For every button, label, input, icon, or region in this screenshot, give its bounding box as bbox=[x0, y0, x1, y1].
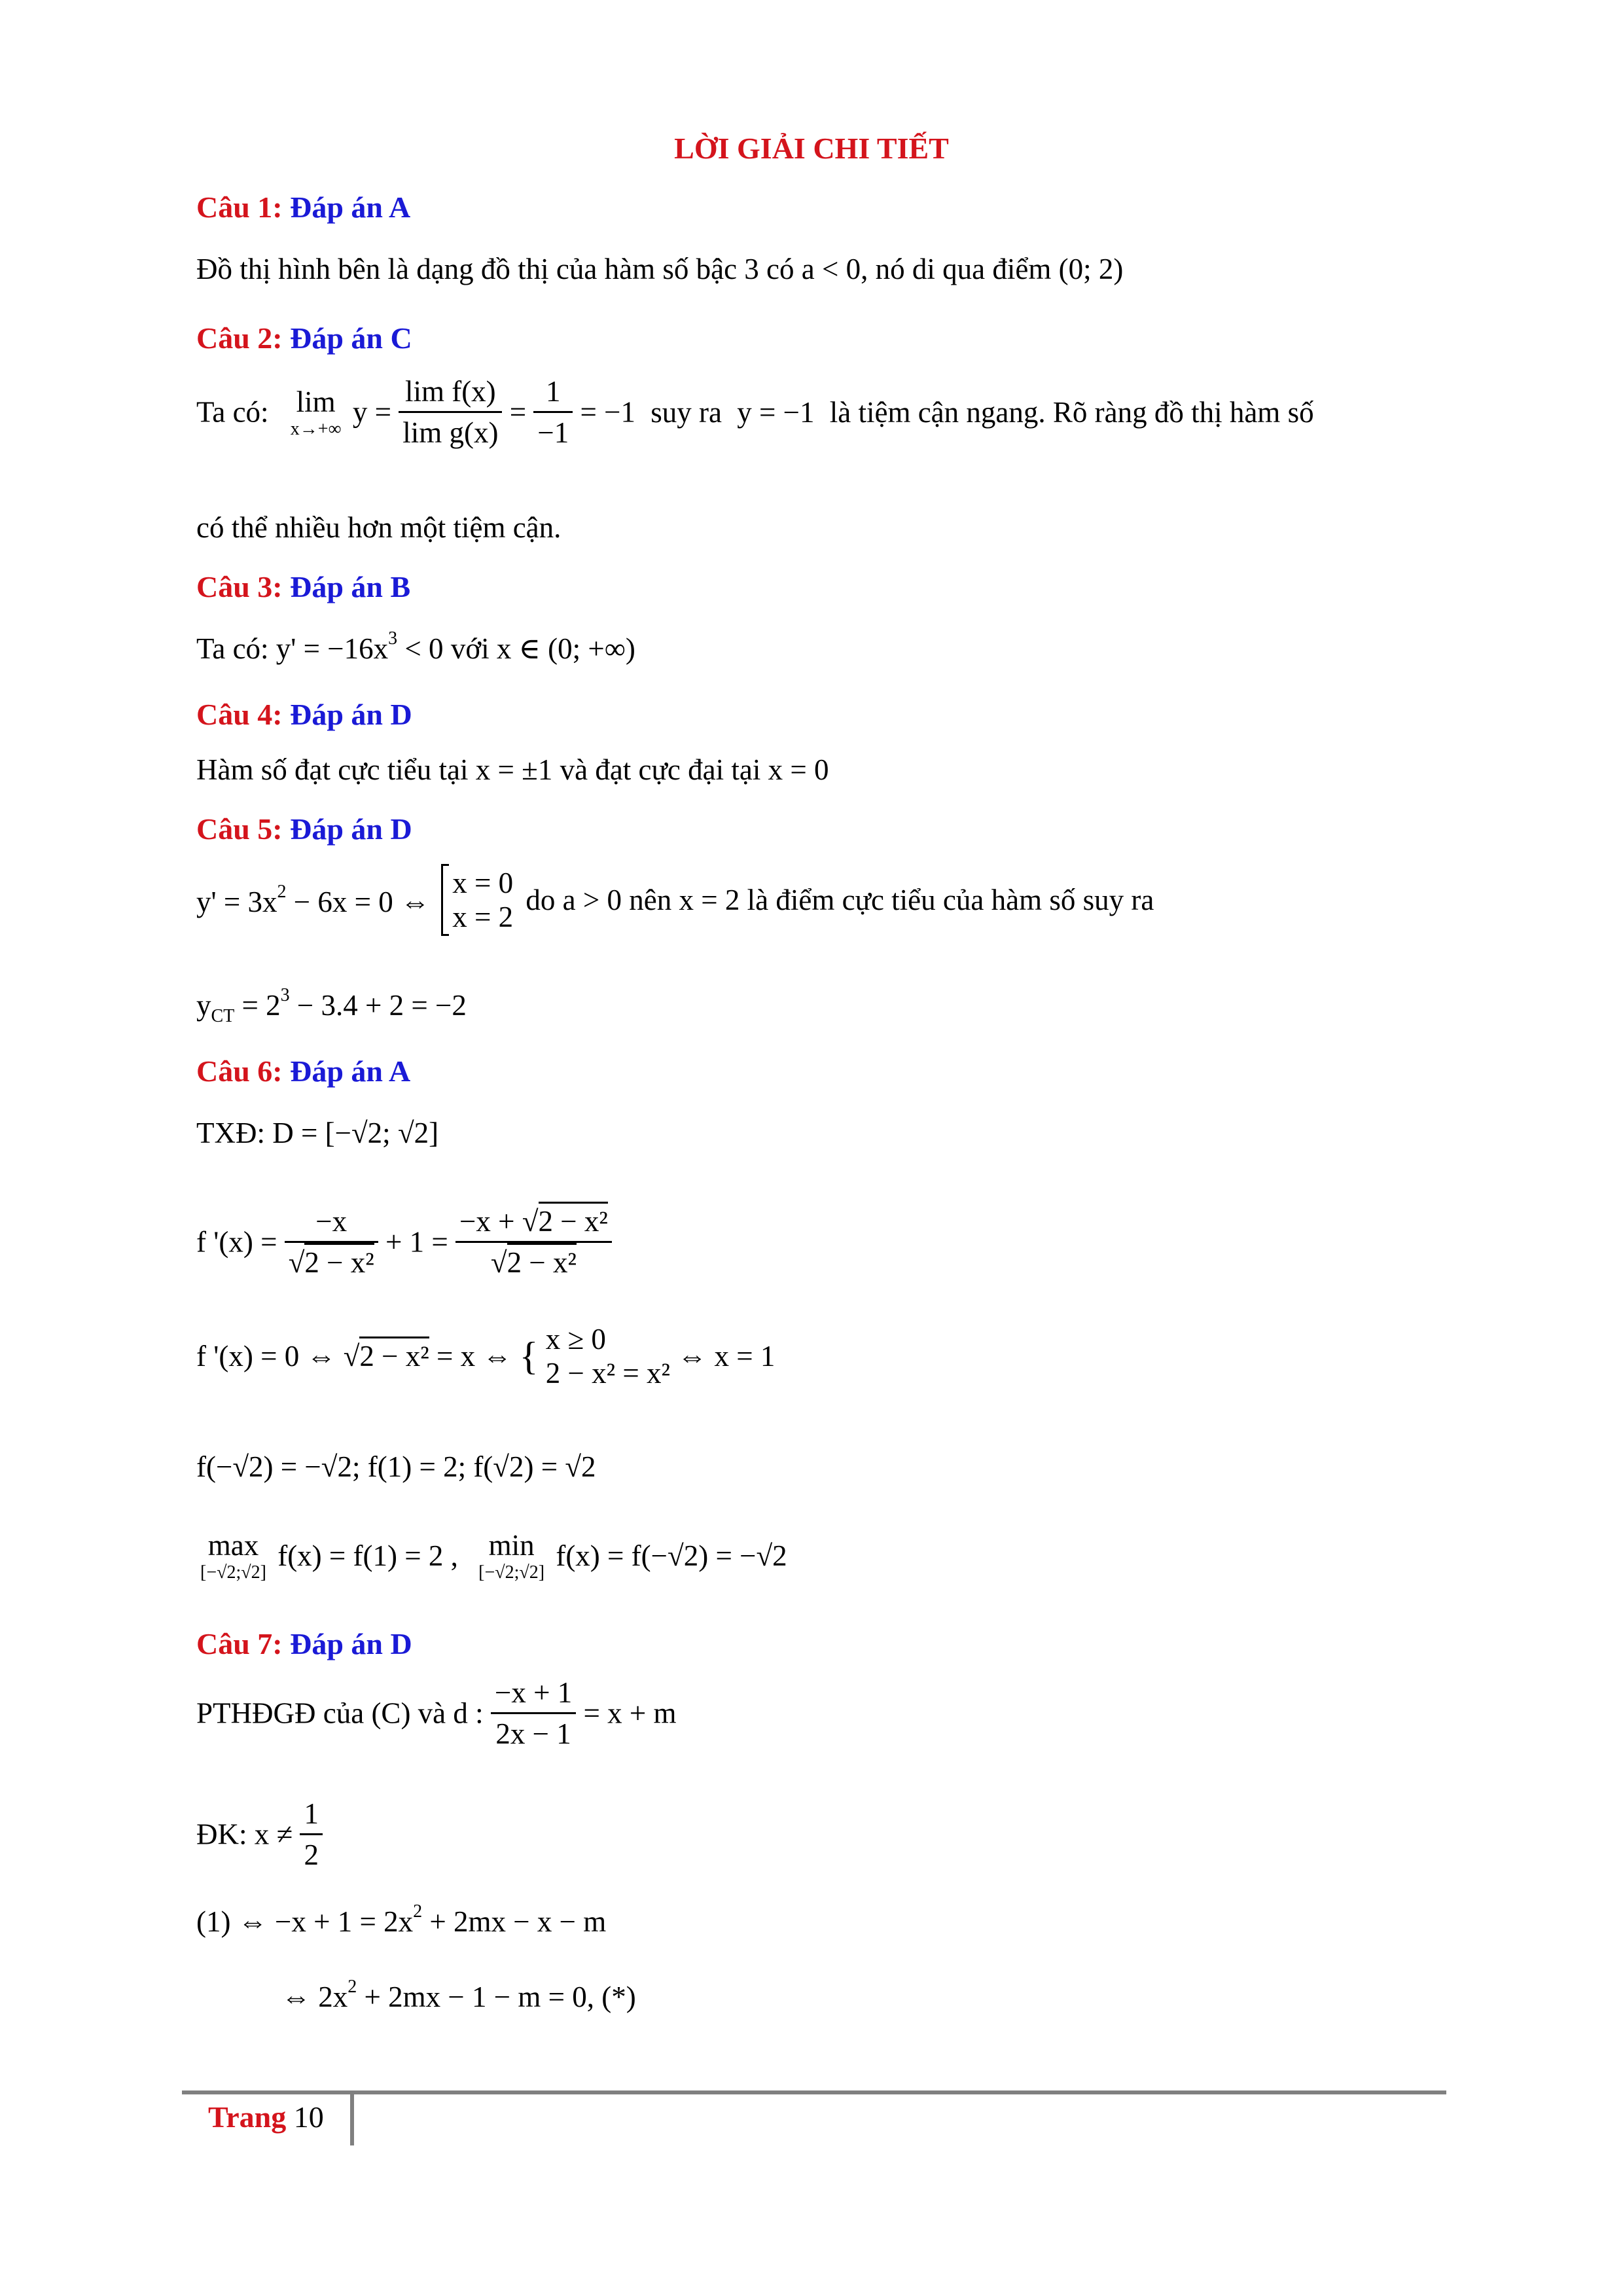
question-1-heading bbox=[196, 190, 410, 224]
question-5-heading: Câu 5: Đáp án D bbox=[196, 812, 412, 846]
question-4-heading: Câu 4: Đáp án D bbox=[196, 698, 412, 731]
case-bracket: x = 0 x = 2 bbox=[441, 864, 513, 936]
footer-divider bbox=[182, 2090, 1446, 2094]
q7-condition: ĐK: x ≠ $\frac{1}{2}$ bbox=[196, 1797, 323, 1872]
limit-fraction: $\frac{\text{lim f(x)}}{\text{lim g(x)}}$ bbox=[399, 374, 502, 450]
page-number: 10 bbox=[293, 2100, 324, 2134]
page-title: LỜI GIẢI CHI TIẾT bbox=[674, 132, 949, 165]
q1-text: Đồ thị hình bên là dạng đồ thị của hàm số bậc 3 có a < 0, nó di qua điểm (0; 2) bbox=[196, 253, 1124, 285]
question-2-heading: Câu 2: Đáp án C bbox=[196, 321, 412, 355]
q4-text: Hàm số đạt cực tiểu tại x = ±1 và đạt cực đại tại x = 0 bbox=[196, 753, 829, 786]
q6-derivative: f '(x) = $\frac{-x}{\text{√2 − x²}}$ + 1 = $\frac{\text{−x + √2 − x²}}{\text{√2 − x²}}$ bbox=[196, 1204, 612, 1280]
q6-values: f(−√2) = −√2; f(1) = 2; f(√2) = √2 bbox=[196, 1450, 596, 1483]
q7-line2: ⇔ $2x^2 + 2mx - 1 - m = 0$, (*) bbox=[281, 1977, 636, 2013]
q5-ymin: $y_{CT} = 2^3 - 3.4 + 2 = -2$ bbox=[196, 985, 467, 1026]
q6-extrema: max [−√2;√2] f(x) = f(1) = 2 , min [−√2;√2] f(x) = f(−√2) = −√2 bbox=[200, 1529, 787, 1583]
q2-formula: Ta có: lim x→+∞ y = $\frac{\text{lim f(x)}}{\text{lim g(x)}}$ = $\frac{1}{-1}$ = −1 suy ra y = −1 là tiệm cận ngang. Rõ ràng đồ thị hàm số bbox=[196, 375, 1314, 449]
system-brace: { x ≥ 0 2 − x² = x² bbox=[519, 1323, 670, 1390]
footer-label: Trang bbox=[208, 2100, 287, 2134]
footer-vertical-bar bbox=[350, 2094, 354, 2145]
question-3-heading: Câu 3: Đáp án B bbox=[196, 570, 411, 603]
question-answer: Đáp án A bbox=[290, 190, 411, 224]
q7-line1: (1) ⇔ $-x + 1 = 2x^2 + 2mx - x - m$ bbox=[196, 1901, 607, 1938]
q6-critical: f '(x) = 0 ⇔ √2 − x² = x ⇔ { x ≥ 0 2 − x² = x² ⇔ x = 1 bbox=[196, 1323, 776, 1390]
question-number: Câu 1: bbox=[196, 190, 283, 224]
q5-formula: $y' = 3x^2 - 6x = 0$ ⇔ x = 0 x = 2 do a > 0 nên x = 2 là điểm cực tiểu của hàm số suy ra bbox=[196, 864, 1154, 936]
q3-text: Ta có: $y' = -16x^3 < 0$ với x ∈ (0; +∞) bbox=[196, 628, 635, 665]
q6-domain: TXĐ: D = [−√2; √2] bbox=[196, 1117, 439, 1149]
question-6-heading: Câu 6: Đáp án A bbox=[196, 1054, 411, 1088]
question-7-heading: Câu 7: Đáp án D bbox=[196, 1627, 412, 1660]
page-footer bbox=[208, 2100, 324, 2134]
q7-equation: PTHĐGĐ của (C) và d : $\frac{-x + 1}{2x - 1}$ = x + m bbox=[196, 1676, 677, 1750]
q2-line2: có thể nhiều hơn một tiệm cận. bbox=[196, 511, 562, 544]
